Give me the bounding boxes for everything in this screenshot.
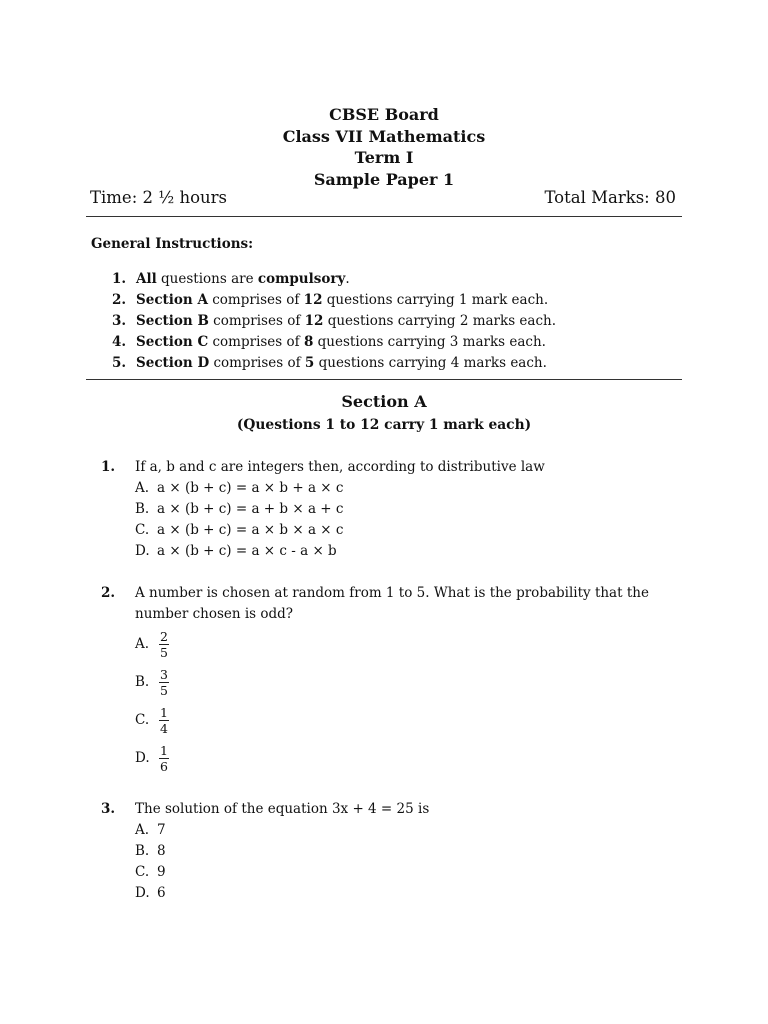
section-title: Section A [341, 392, 427, 411]
general-instructions-heading: General Instructions: [91, 236, 254, 252]
paper-title-block [0, 104, 768, 190]
question-text: If a, b and c are integers then, according to distributive law [135, 459, 545, 475]
fraction: $\frac{1}{4}$ [160, 705, 168, 736]
time-marks-row [90, 188, 676, 207]
option-a: A. $\frac{2}{5}$ [135, 629, 168, 660]
option-c: C. 9 [135, 864, 166, 880]
instruction-item: 2. Section A comprises of 12 questions carrying 1 mark each. [112, 292, 549, 308]
option-d: D. a × (b + c) = a × c - a × b [135, 543, 337, 559]
fraction: $\frac{3}{5}$ [160, 667, 168, 698]
question-text: The solution of the equation 3x + 4 = 25 is [135, 801, 430, 817]
instruction-item: 5. Section D comprises of 5 questions carrying 4 marks each. [112, 355, 547, 371]
instructions-list [112, 269, 556, 374]
instruction-item: 4. Section C comprises of 8 questions carrying 3 marks each. [112, 334, 546, 350]
header-divider [86, 216, 682, 217]
time-label: Time: 2 ½ hours [90, 188, 228, 207]
instruction-item: 1. All questions are compulsory. [112, 271, 350, 287]
question-number: 3. [101, 801, 116, 817]
option-b: B. a × (b + c) = a + b × a + c [135, 501, 344, 517]
question-text: A number is chosen at random from 1 to 5. What is the probability that the number chosen is odd? [135, 585, 649, 622]
term-title: Term I [354, 148, 414, 167]
total-marks-label: Total Marks: 80 [544, 188, 676, 207]
class-title: Class VII Mathematics [282, 126, 486, 146]
question-number: 1. [101, 459, 116, 475]
section-subtitle: (Questions 1 to 12 carry 1 mark each) [236, 417, 532, 433]
option-a: A. a × (b + c) = a × b + a × c [135, 480, 344, 496]
option-d: D. 6 [135, 885, 166, 901]
instruction-item: 3. Section B comprises of 12 questions carrying 2 marks each. [112, 313, 556, 329]
paper-title: Sample Paper 1 [313, 169, 455, 189]
option-d: D. $\frac{1}{6}$ [135, 743, 168, 774]
option-c: C. $\frac{1}{4}$ [135, 705, 168, 736]
option-b: B. 8 [135, 843, 166, 859]
question-number: 2. [101, 585, 116, 601]
instructions-divider [86, 379, 682, 380]
option-a: A. 7 [135, 822, 166, 838]
board-title: CBSE Board [329, 105, 439, 124]
option-c: C. a × (b + c) = a × b × a × c [135, 522, 344, 538]
fraction: $\frac{1}{6}$ [160, 743, 168, 774]
option-b: B. $\frac{3}{5}$ [135, 667, 168, 698]
fraction: $\frac{2}{5}$ [160, 629, 168, 660]
